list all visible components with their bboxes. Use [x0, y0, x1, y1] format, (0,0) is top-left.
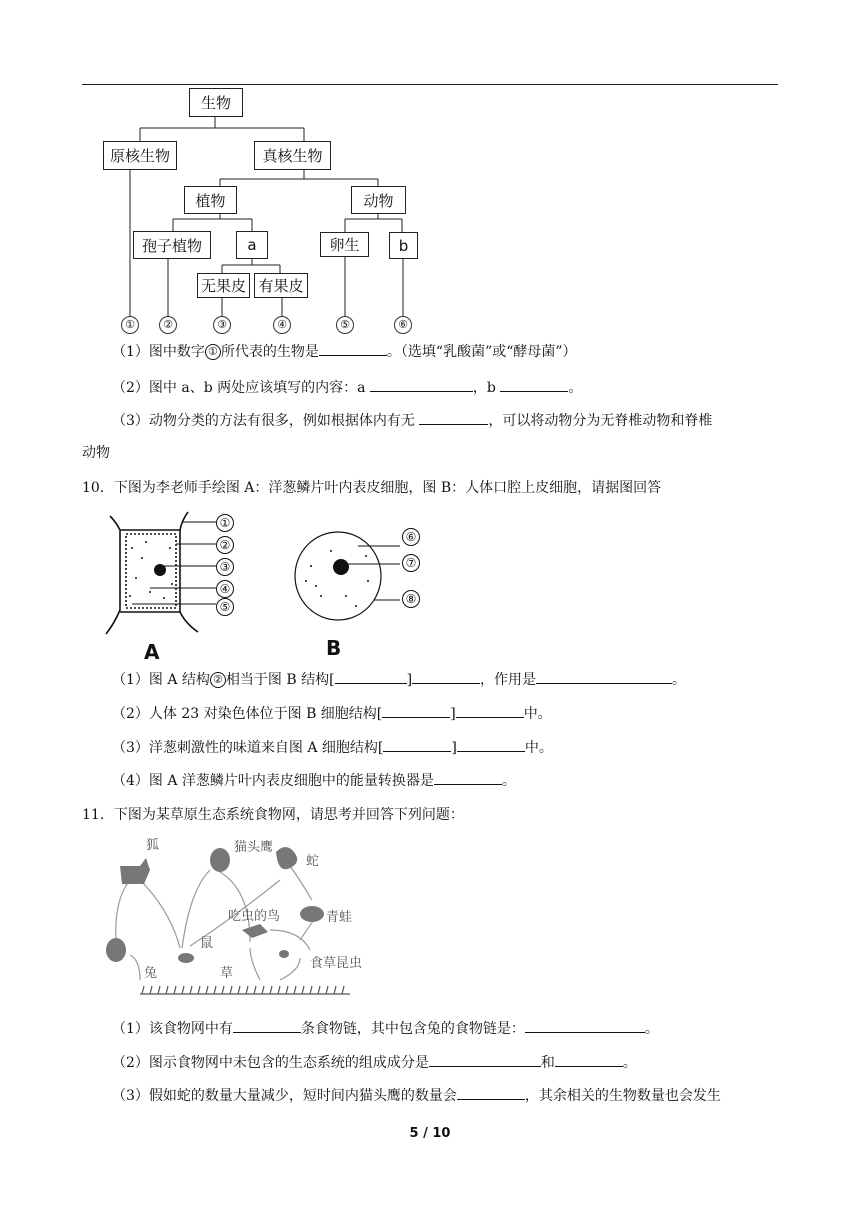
food-web-label-insect: 食草昆虫 — [310, 956, 363, 971]
onion-label-5: ⑤ — [216, 598, 234, 616]
tree-number-3: ③ — [213, 316, 231, 334]
cheek-label-7: ⑦ — [402, 554, 420, 572]
food-web-label-frog: 青蛙 — [326, 910, 353, 925]
onion-cell-figure — [102, 508, 232, 636]
food-web-label-mouse: 鼠 — [200, 936, 214, 951]
tree-number-2: ② — [159, 316, 177, 334]
tree-node-a: a — [236, 231, 268, 259]
tree-node-prokaryote: 原核生物 — [103, 141, 177, 170]
tree-node-root: 生物 — [189, 88, 243, 117]
tree-node-oviparous: 卵生 — [320, 232, 369, 257]
tree-number-6: ⑥ — [394, 316, 412, 334]
circled-number: ① — [205, 344, 221, 360]
food-web-label-rabbit: 兔 — [144, 966, 158, 981]
answer-blank[interactable] — [383, 737, 451, 752]
answer-blank[interactable] — [457, 737, 525, 752]
answer-blank[interactable] — [429, 1052, 541, 1067]
answer-blank[interactable] — [525, 1018, 645, 1033]
q9-line-3-cont: 动物 — [82, 445, 110, 461]
onion-label-2: ② — [216, 536, 234, 554]
onion-label-3: ③ — [216, 558, 234, 576]
q11-line-2: （2）图示食物网中未包含的生态系统的组成成分是 和 。 — [112, 1052, 637, 1073]
tree-number-5: ⑤ — [336, 316, 354, 334]
answer-blank[interactable] — [457, 1085, 525, 1100]
onion-label-1: ① — [216, 514, 234, 532]
q9-line-1: （1）图中数字 ① 所代表的生物是 。（选填“乳酸菌”或“酵母菌”） — [112, 341, 577, 362]
tree-node-peel: 有果皮 — [254, 273, 308, 298]
q10-line-1: （1）图 A 结构 ② 相当于图 B 结构[ ] ，作用是 。 — [112, 669, 686, 690]
answer-blank[interactable] — [370, 377, 473, 392]
figure-label-b: B — [326, 636, 342, 660]
answer-blank[interactable] — [319, 341, 387, 356]
tree-node-spore-plant: 孢子植物 — [133, 231, 211, 259]
answer-blank[interactable] — [456, 703, 524, 718]
tree-node-b: b — [389, 232, 418, 259]
food-web-label-owl: 猫头鹰 — [234, 840, 274, 855]
answer-blank[interactable] — [419, 410, 488, 425]
answer-blank[interactable] — [434, 770, 502, 785]
food-web-label-fox: 狐 — [146, 838, 160, 853]
q11-line-1: （1）该食物网中有 条食物链，其中包含兔的食物链是： 。 — [112, 1018, 659, 1039]
tree-node-eukaryote: 真核生物 — [254, 141, 331, 170]
answer-blank[interactable] — [233, 1018, 301, 1033]
tree-number-1: ① — [121, 316, 139, 334]
food-web-label-bird: 吃虫的鸟 — [228, 909, 281, 924]
answer-blank[interactable] — [500, 377, 568, 392]
tree-node-animal: 动物 — [351, 186, 406, 214]
q9-line-2: （2）图中 a、b 两处应该填写的内容：a ，b 。 — [112, 377, 582, 398]
answer-blank[interactable] — [382, 703, 450, 718]
tree-node-plant: 植物 — [184, 186, 237, 214]
circled-number: ② — [210, 672, 226, 688]
q10-line-2: （2）人体 23 对染色体位于图 B 细胞结构[ ] 中。 — [112, 703, 552, 724]
answer-blank[interactable] — [555, 1052, 623, 1067]
q10-title: 10．下图为李老师手绘图 A：洋葱鳞片叶内表皮细胞，图 B：人体口腔上皮细胞，请据图回答 — [82, 480, 662, 496]
answer-blank[interactable] — [412, 669, 480, 684]
cheek-label-8: ⑧ — [402, 590, 420, 608]
q11-line-3: （3）假如蛇的数量大量减少，短时间内猫头鹰的数量会 ，其余相关的生物数量也会发生 — [112, 1085, 721, 1106]
classification-tree-lines — [0, 0, 860, 340]
food-web-label-snake: 蛇 — [306, 854, 320, 869]
q11-title: 11．下图为某草原生态系统食物网，请思考并回答下列问题： — [82, 807, 464, 823]
onion-label-4: ④ — [216, 580, 234, 598]
q10-line-4: （4）图 A 洋葱鳞片叶内表皮细胞中的能量转换器是 。 — [112, 770, 516, 791]
q10-line-3: （3）洋葱刺激性的味道来自图 A 细胞结构[ ] 中。 — [112, 737, 553, 758]
q9-line-3: （3）动物分类的方法有很多，例如根据体内有无 ，可以将动物分为无脊椎动物和脊椎 — [112, 410, 712, 431]
food-web-label-grass: 草 — [220, 966, 234, 981]
tree-node-no-peel: 无果皮 — [197, 273, 250, 298]
figure-label-a: A — [144, 640, 160, 664]
cheek-label-6: ⑥ — [402, 528, 420, 546]
answer-blank[interactable] — [536, 669, 672, 684]
page-number: 5 / 10 — [409, 1126, 451, 1141]
tree-number-4: ④ — [273, 316, 291, 334]
answer-blank[interactable] — [335, 669, 407, 684]
